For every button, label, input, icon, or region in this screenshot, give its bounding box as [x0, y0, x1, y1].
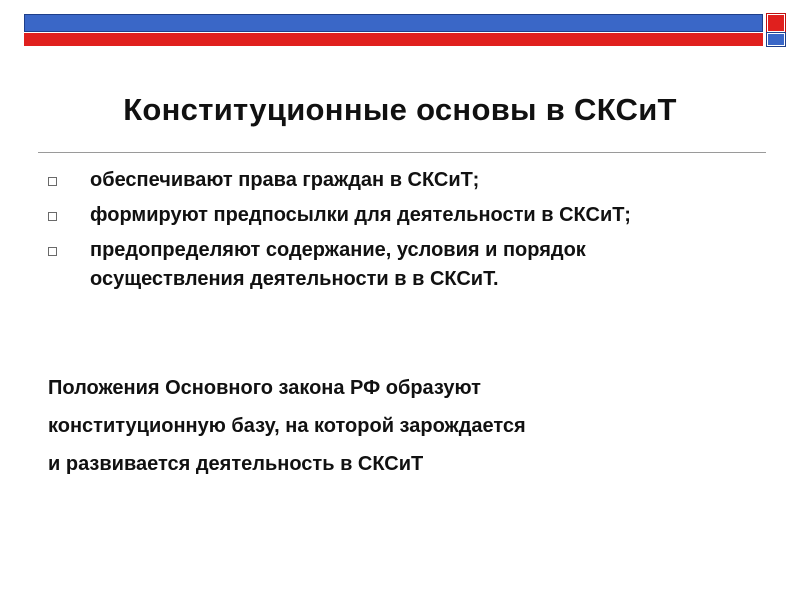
summary-paragraph	[48, 369, 768, 483]
bullet-item	[40, 166, 740, 195]
summary-line: конституционную базу, на которой зарождается	[48, 415, 526, 437]
header-blue-bar	[24, 14, 763, 32]
hollow-square-icon	[48, 247, 57, 256]
bullet-list	[40, 166, 740, 300]
corner-red-square	[767, 14, 785, 32]
bullet-text: обеспечивают права граждан в СКСиТ;	[90, 169, 480, 191]
title-divider	[38, 152, 766, 153]
summary-line: Положения Основного закона РФ образуют	[48, 377, 481, 399]
slide-title: Конституционные основы в СКСиТ	[123, 92, 677, 127]
hollow-square-icon	[48, 177, 57, 186]
hollow-square-icon	[48, 212, 57, 221]
bullet-item	[40, 201, 740, 230]
bullet-text: предопределяют содержание, условия и порядок осуществления деятельности в в СКСиТ.	[90, 239, 586, 290]
summary-line: и развивается деятельность в СКСиТ	[48, 453, 424, 475]
corner-blue-square	[767, 33, 785, 46]
header-red-bar	[24, 33, 763, 46]
bullet-item	[40, 236, 740, 294]
bullet-text: формируют предпосылки для деятельности в СКСиТ;	[90, 204, 631, 226]
